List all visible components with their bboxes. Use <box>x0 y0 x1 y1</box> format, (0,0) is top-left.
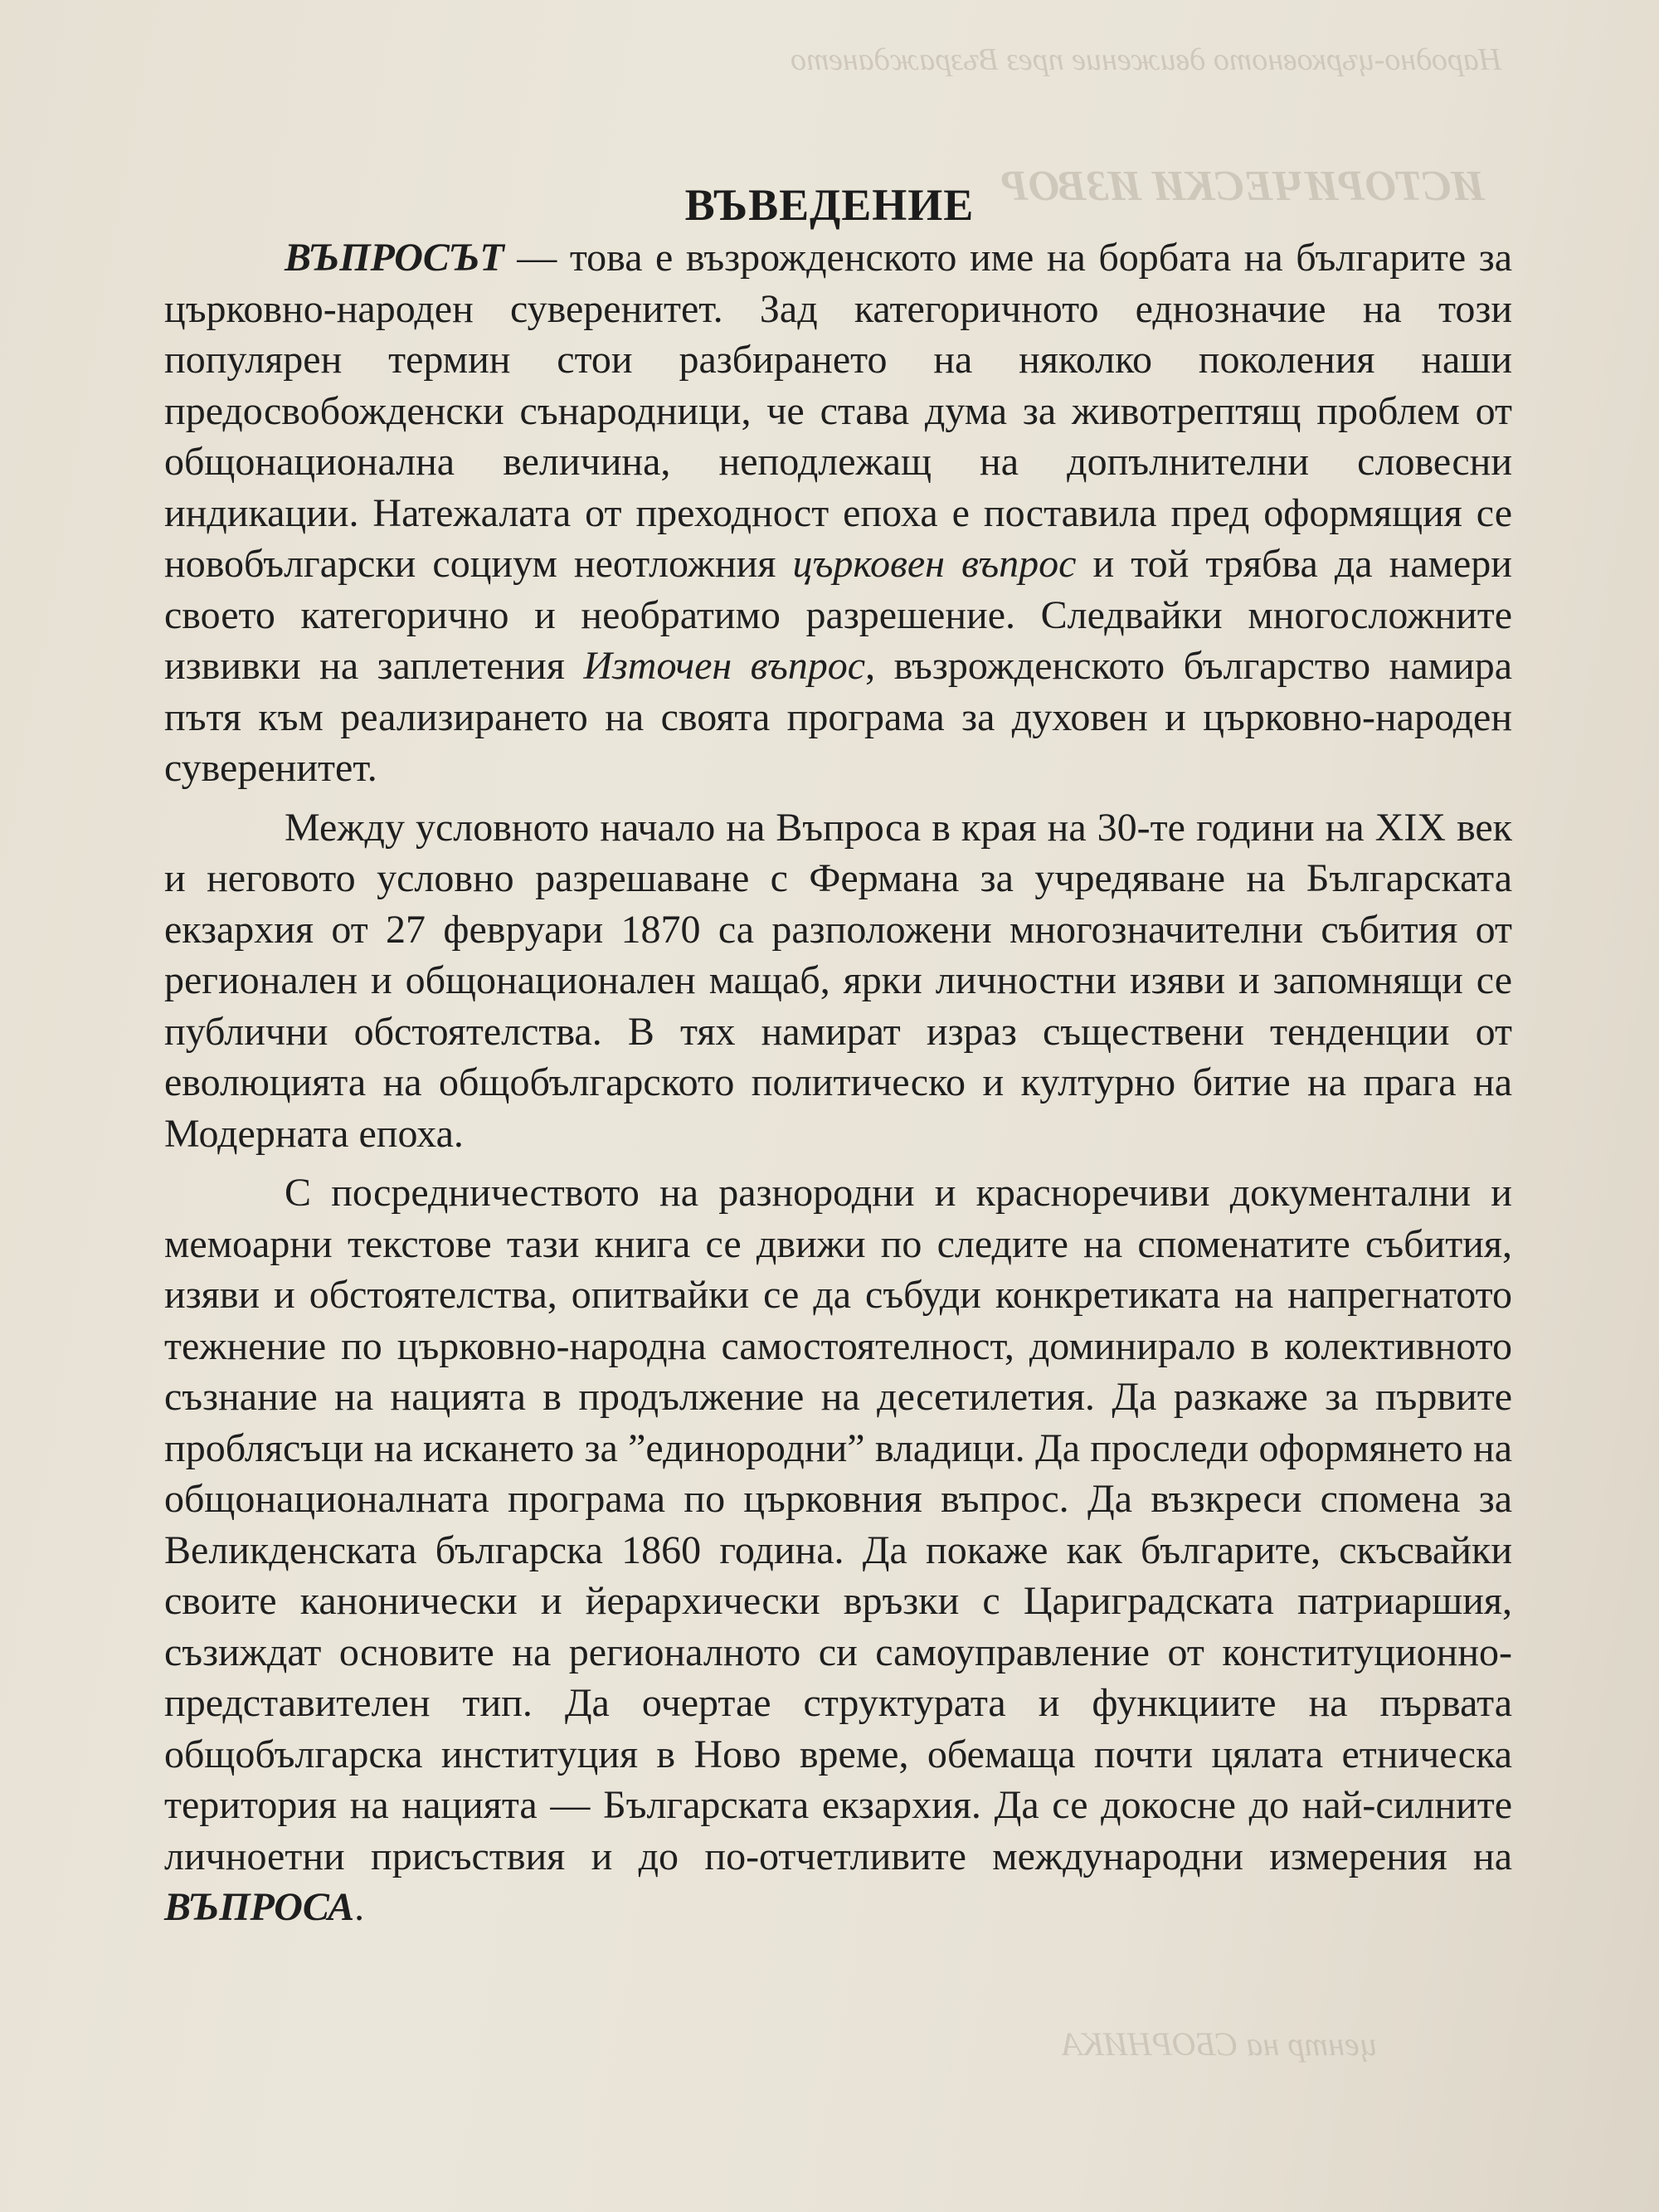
paragraph-3 <box>164 1167 1512 1933</box>
paragraph-1-text-1: — това е възрожденското име на борбата на българите за църковно-народен суверенитет. Зад категоричното еднозначие на този популярен термин стои разбирането на няколко поколения наши предосвобожденски сънародници, че става дума за животрептящ проблем от общонационална величина, неподлежащ на допълнителни словесни индикации. Натежалата от преходност епоха е поставила пред оформящия се новобългарски социум неотложния <box>164 236 1512 586</box>
paragraph-1-lead-term: ВЪПРОСЪТ <box>285 236 504 280</box>
paragraph-3-closing-term: ВЪПРОСА <box>164 1885 355 1929</box>
paragraph-3-closing-punct: . <box>354 1885 365 1929</box>
paragraph-2: Между условното начало на Въпроса в края на 30-те години на XIX век и неговото условно разрешаване с Фермана за учредяване на Българската екзархия от 27 февруари 1870 са разположени многозначителни събития от регионален и общонационален мащаб, ярки личностни изяви и запомнящи се публични обстоятелства. В тях намират израз съществени тенденции от еволюцията на общобългарското политическо и културно битие на прага на Модерната епоха. <box>164 805 1512 1156</box>
body-text <box>164 232 1512 1942</box>
paragraph-1 <box>164 232 1512 794</box>
bleed-through-footer: центр на СБОРНИКА <box>1062 2025 1377 2063</box>
page-title: ВЪВЕДЕНИЕ <box>684 180 975 231</box>
bleed-through-heading: ИСТОРИЧЕСКИ ИЗВОР <box>1001 163 1485 210</box>
paragraph-1-term-church-question: църковен въпрос <box>792 542 1077 586</box>
paragraph-1-text-2: и той трябва да намери своето категорично и необратимо разрешение. Следвайки многосложните извивки на заплетения <box>164 542 1512 688</box>
paragraph-1-text-3: , възрожденското българство намира пътя към реализирането на своята програма за духовен и църковно-народен суверенитет. <box>164 644 1513 790</box>
paragraph-3-text: С посредничеството на разнородни и красноречиви документални и мемоарни текстове тази книга се движи по следите на споменатите събития, изяви и обстоятелства, опитвайки се да събуди конкретиката на напрегнатото тежнение по църковно-народна самостоятелност, доминирало в колективното съзнание на нацията в продължение на десетилетия. Да разкаже за първите проблясъци на искането за ”единородни” владици. Да проследи оформянето на общонационалната програма по църковния въпрос. Да възкреси спомена за Великденската българска 1860 година. Да покаже как българите, скъсвайки своите канонически и йерархически връзки с Цариградската патриаршия, съзиждат основите на регионалното си самоуправление от конституционно-представителен тип. Да очертае структурата и функциите на първата общобългарска институция в Ново време, обемаща почти цялата етническа територия на нацията — Българската екзархия. Да се докосне до най-силните личноетни присъствия и до по-отчетливите международни измерения на <box>164 1171 1512 1878</box>
paragraph-1-term-eastern-question: Източен въпрос <box>583 644 866 688</box>
bleed-through-running-header: Народно-църковното движение през Възраждането <box>790 42 1501 77</box>
